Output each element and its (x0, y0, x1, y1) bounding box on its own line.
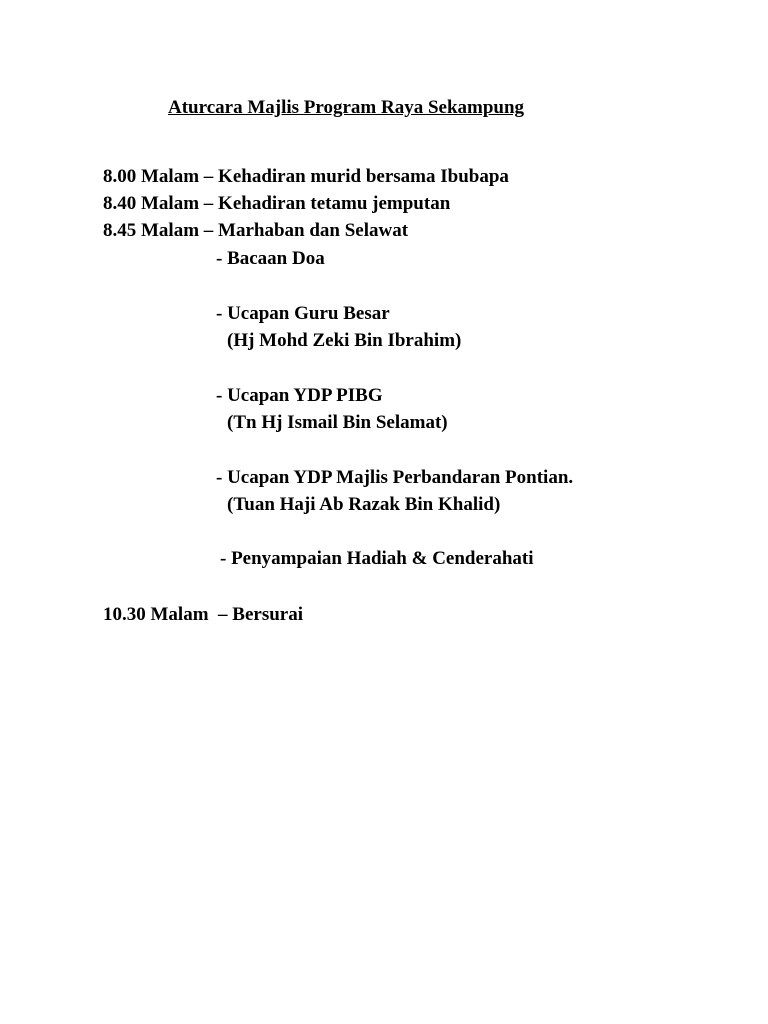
document-title: Aturcara Majlis Program Raya Sekampung (168, 97, 525, 118)
schedule-line: - Bacaan Doa (216, 248, 325, 269)
schedule-line: 8.45 Malam – Marhaban dan Selawat (103, 220, 409, 241)
speaker-name: (Tuan Haji Ab Razak Bin Khalid) (227, 494, 501, 515)
schedule-line: - Ucapan YDP Majlis Perbandaran Pontian. (216, 467, 574, 488)
speaker-name: (Hj Mohd Zeki Bin Ibrahim) (227, 330, 462, 351)
schedule-line: 10.30 Malam – Bersurai (103, 604, 304, 625)
schedule-line: - Penyampaian Hadiah & Cenderahati (220, 548, 534, 569)
schedule-line: 8.00 Malam – Kehadiran murid bersama Ibubapa (103, 166, 509, 187)
schedule-line: - Ucapan Guru Besar (216, 303, 390, 324)
speaker-name: (Tn Hj Ismail Bin Selamat) (227, 412, 448, 433)
schedule-line: 8.40 Malam – Kehadiran tetamu jemputan (103, 193, 451, 214)
schedule-line: - Ucapan YDP PIBG (216, 385, 383, 406)
